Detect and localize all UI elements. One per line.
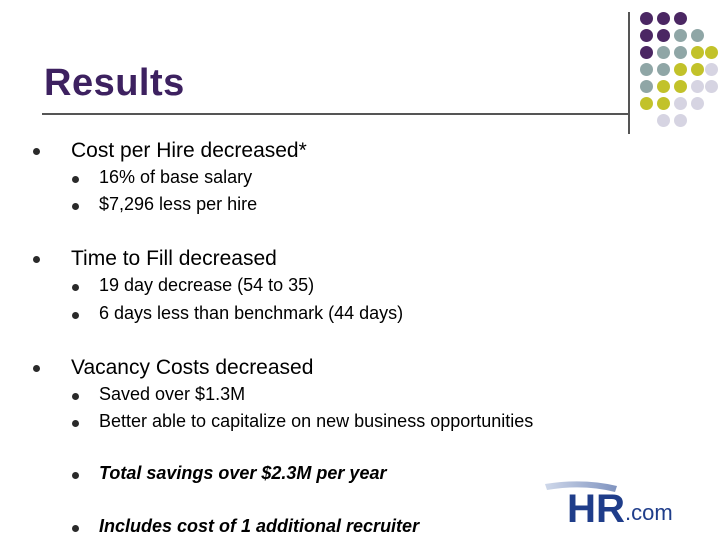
- dot: [691, 46, 704, 59]
- bullet-icon: [72, 472, 79, 479]
- section-heading: Vacancy Costs decreased: [71, 356, 314, 379]
- dot: [674, 114, 687, 127]
- highlight-item: Total savings over $2.3M per year: [99, 463, 387, 483]
- dot: [657, 80, 670, 93]
- dot: [674, 80, 687, 93]
- list-item: Saved over $1.3M: [99, 384, 246, 404]
- dot: [657, 114, 670, 127]
- section-heading: Cost per Hire decreased*: [71, 139, 307, 162]
- bullet-icon: [72, 203, 79, 210]
- dot: [640, 63, 653, 76]
- list-item: $7,296 less per hire: [99, 194, 258, 214]
- highlight-item: Includes cost of 1 additional recruiter: [99, 516, 420, 536]
- bullet-icon: [33, 256, 40, 263]
- dot: [691, 97, 704, 110]
- dot: [691, 80, 704, 93]
- bullet-icon: [72, 284, 79, 291]
- dot: [691, 29, 704, 42]
- vertical-rule: [628, 12, 630, 134]
- svg-text:HR: HR: [567, 487, 626, 528]
- bullet-icon: [33, 148, 40, 155]
- dot: [691, 63, 704, 76]
- dot: [674, 29, 687, 42]
- dot: [674, 97, 687, 110]
- dot: [674, 12, 687, 25]
- dot: [657, 12, 670, 25]
- dot: [640, 46, 653, 59]
- dot: [705, 46, 718, 59]
- dot: [640, 29, 653, 42]
- bullet-icon: [72, 420, 79, 427]
- list-item: 6 days less than benchmark (44 days): [99, 303, 404, 323]
- dot: [705, 80, 718, 93]
- bullet-icon: [72, 312, 79, 319]
- list-item: Better able to capitalize on new business opportunities: [99, 411, 534, 431]
- dot: [640, 97, 653, 110]
- bullet-icon: [72, 176, 79, 183]
- list-item: 19 day decrease (54 to 35): [99, 275, 315, 295]
- dot: [674, 63, 687, 76]
- dot: [657, 97, 670, 110]
- title-rule: [42, 113, 630, 115]
- section-heading: Time to Fill decreased: [71, 247, 277, 270]
- hr-com-logo: [543, 478, 683, 528]
- bullet-icon: [72, 525, 79, 532]
- dot: [674, 46, 687, 59]
- dot: [657, 63, 670, 76]
- bullet-icon: [33, 365, 40, 372]
- dot: [640, 12, 653, 25]
- list-item: 16% of base salary: [99, 167, 253, 187]
- page-title: Results: [44, 62, 185, 104]
- svg-text:.com: .com: [625, 500, 673, 525]
- dot: [657, 46, 670, 59]
- bullet-icon: [72, 393, 79, 400]
- dot: [657, 29, 670, 42]
- dot: [705, 63, 718, 76]
- dot: [640, 80, 653, 93]
